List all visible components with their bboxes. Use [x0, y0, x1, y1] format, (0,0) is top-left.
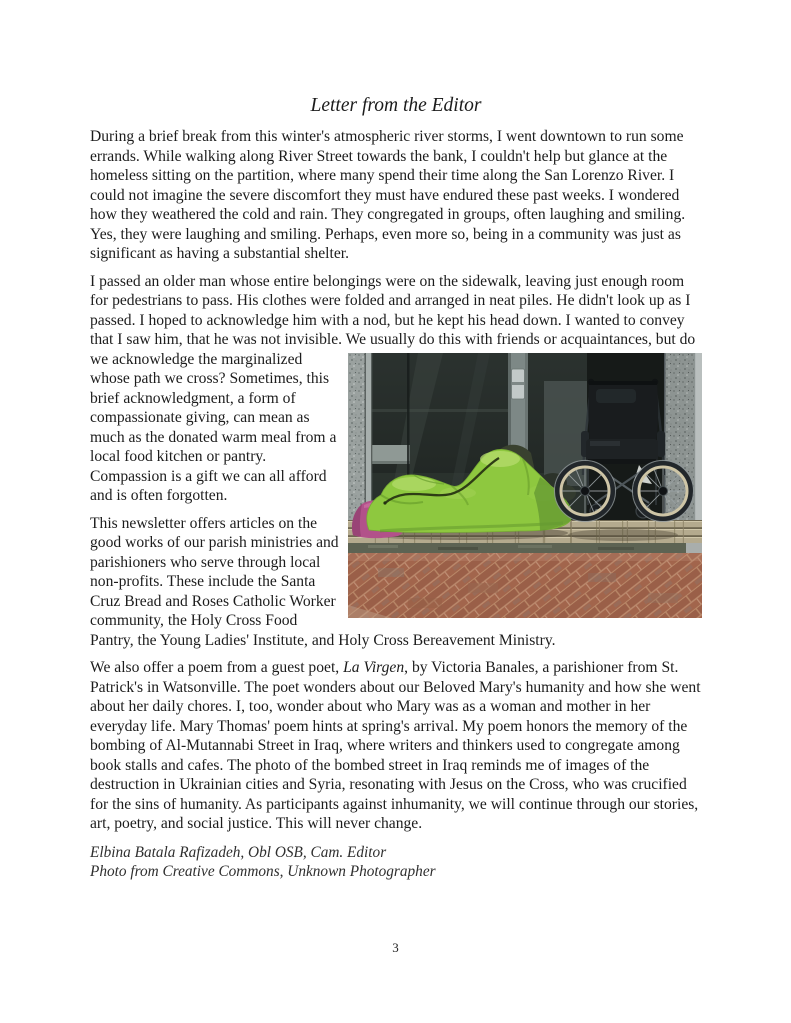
signature-editor-line: Elbina Batala Rafizadeh, Obl OSB, Cam. Editor [90, 843, 387, 861]
storefront-photo [348, 353, 702, 618]
photo-homeless-person-sleeping [348, 353, 702, 618]
paragraph-older-man-text-a: I passed an older man whose entire belongings were on the sidewalk, leaving just enough room for pedestrians to pass. His clothes were folded and arranged in neat piles. He didn't look up as I passed. I hoped to acknowledge him with a nod, but he kept his head down. I wanted to convey that I saw him, that he was not invisible. We usually do this with friends or acquaintances, but do [90, 272, 696, 348]
stone-curb [348, 543, 702, 554]
paragraph-poems [90, 658, 702, 834]
paragraph-newsletter-text: This newsletter offers articles on the good works of our parish ministries and parishioners who serve through local non-profits. These include the Santa Cruz Bread and Roses Catholic Worker community, the Holy Cross Food Pantry, the Young Ladies' Institute, and Holy Cross Bereavement Ministry. [90, 514, 556, 649]
poem-title-la-virgen: La Virgen [343, 659, 405, 676]
paragraph-older-man-text-b: we acknowledge the marginalized whose path we cross? Sometimes, this brief acknowledgment, a form of compassionate giving, can mean as much as the donated warm meal from a local food kitchen or pantry. Compassion is a gift we can all afford and is often forgotten. [90, 350, 337, 504]
signature-photo-credit-line: Photo from Creative Commons, Unknown Photographer [90, 863, 436, 880]
granite-pillar-left [348, 353, 366, 524]
signature-block [90, 843, 702, 882]
paragraph-intro [90, 127, 702, 264]
paragraph-poems-text-b: , by Victoria Banales, a parishioner from St. Patrick's in Watsonville. The poet wonders about our Beloved Mary's humanity and how she went about her daily chores. I, too, wonder about who Mary was as a woman and mother in her everyday life. Mary Thomas' poem hints at spring's arrival. My poem honors the memory of the bombing of Al-Mutannabi Street in Iraq, where writers and thinkers used to congregate among book stalls and cafes. The photo of the bombed street in Iraq reminds me of images of the destruction in Ukrainian cities and Syria, resonating with Jesus on the Cross, who was crucified for the sins of humanity. As participants against inhumanity, we will continue through our stories, art, poetry, and social justice. This will never change. [90, 659, 701, 832]
brick-pavement [348, 553, 702, 618]
paragraph-intro-text: During a brief break from this winter's atmospheric river storms, I went downtown to run some errands. While walking along River Street towards the bank, I couldn't help but glance at the homeless sitting on the partition, where many spend their time along the San Lorenzo River. I could not imagine the severe discomfort they must have endured these past weeks. I wondered how they weathered the cold and rain. They congregated in groups, often laughing and smiling. Yes, they were laughing and smiling. Perhaps, even more so, being in a community was just as significant as having a substantial shelter. [90, 128, 686, 262]
paragraph-older-man [90, 272, 702, 506]
door-bottom-rail [372, 445, 410, 463]
page-title: Letter from the Editor [310, 95, 482, 116]
paragraph-poems-text-a: We also offer a poem from a guest poet, [90, 659, 344, 676]
page-number: 3 [392, 940, 399, 955]
